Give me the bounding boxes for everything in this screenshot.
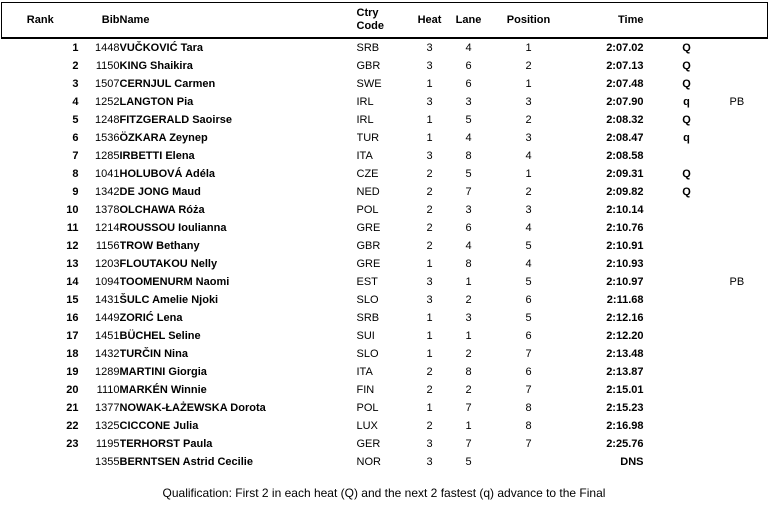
note-cell bbox=[730, 417, 768, 435]
table-row bbox=[2, 399, 768, 417]
time-cell: DNS bbox=[620, 456, 644, 468]
time-cell: 2:10.14 bbox=[606, 204, 644, 216]
position-cell: 4 bbox=[525, 150, 532, 162]
athlete-name-cell: LANGTON Pia bbox=[119, 96, 194, 108]
table-row bbox=[2, 93, 768, 111]
table-row bbox=[2, 435, 768, 453]
table-row bbox=[2, 38, 768, 57]
time-cell: 2:10.76 bbox=[606, 222, 644, 234]
bib-cell: 1431 bbox=[95, 294, 120, 306]
note-cell bbox=[730, 219, 768, 237]
lane-cell: 8 bbox=[465, 258, 472, 270]
rank-cell: 11 bbox=[66, 222, 79, 234]
bib-cell: 1156 bbox=[95, 240, 120, 252]
time-cell: 2:10.93 bbox=[606, 258, 644, 270]
athlete-name-cell: TROW Bethany bbox=[119, 240, 200, 252]
heat-cell: 3 bbox=[426, 96, 433, 108]
table-row bbox=[2, 57, 768, 75]
athlete-name-cell: DE JONG Maud bbox=[119, 186, 201, 198]
time-cell: 2:11.68 bbox=[606, 294, 644, 306]
header-country-code-line1: Ctry bbox=[356, 7, 379, 19]
lane-cell: 6 bbox=[465, 78, 472, 90]
note-cell bbox=[730, 38, 768, 57]
position-cell: 6 bbox=[525, 366, 532, 378]
bib-cell: 1451 bbox=[95, 330, 120, 342]
heat-cell: 3 bbox=[426, 276, 433, 288]
table-row bbox=[2, 237, 768, 255]
athlete-name-cell: FLOUTAKOU Nelly bbox=[119, 258, 218, 270]
athlete-name-cell: BERNTSEN Astrid Cecilie bbox=[119, 456, 253, 468]
header-bib: Bib bbox=[79, 3, 120, 39]
position-cell: 7 bbox=[525, 348, 532, 360]
position-cell: 8 bbox=[525, 402, 532, 414]
lane-cell: 6 bbox=[465, 222, 472, 234]
athlete-name-cell: HOLUBOVÁ Adéla bbox=[119, 168, 216, 180]
heat-cell: 1 bbox=[426, 402, 433, 414]
time-cell: 2:15.01 bbox=[606, 384, 644, 396]
table-row bbox=[2, 291, 768, 309]
bib-cell: 1448 bbox=[95, 42, 120, 54]
table-row bbox=[2, 453, 768, 471]
lane-cell: 8 bbox=[465, 150, 472, 162]
country-code-cell: SRB bbox=[356, 42, 380, 54]
header-country-code bbox=[357, 3, 412, 39]
table-row bbox=[2, 363, 768, 381]
position-cell: 3 bbox=[525, 96, 532, 108]
athlete-name-cell: VUČKOVIĆ Tara bbox=[119, 42, 204, 54]
lane-cell: 1 bbox=[465, 420, 472, 432]
time-cell: 2:12.16 bbox=[606, 312, 644, 324]
position-cell: 5 bbox=[525, 276, 532, 288]
lane-cell: 3 bbox=[465, 96, 472, 108]
position-cell: 1 bbox=[525, 78, 532, 90]
rank-cell: 23 bbox=[66, 438, 79, 450]
time-cell: 2:13.87 bbox=[606, 366, 644, 378]
heat-cell: 3 bbox=[426, 42, 433, 54]
time-cell: 2:07.13 bbox=[606, 60, 644, 72]
heat-cell: 1 bbox=[426, 330, 433, 342]
athlete-name-cell: TURČIN Nina bbox=[119, 348, 188, 360]
header-lane: Lane bbox=[448, 3, 490, 39]
position-cell: 1 bbox=[525, 42, 532, 54]
heat-cell: 2 bbox=[426, 384, 433, 396]
position-cell: 1 bbox=[525, 168, 532, 180]
country-code-cell: GBR bbox=[356, 240, 381, 252]
rank-cell: 9 bbox=[72, 186, 79, 198]
position-cell: 2 bbox=[525, 114, 532, 126]
bib-cell: 1449 bbox=[95, 312, 120, 324]
lane-cell: 7 bbox=[465, 438, 472, 450]
note-cell bbox=[730, 147, 768, 165]
header-row bbox=[2, 3, 768, 39]
note-cell bbox=[730, 183, 768, 201]
position-cell: 3 bbox=[525, 132, 532, 144]
heat-cell: 1 bbox=[426, 114, 433, 126]
bib-cell: 1285 bbox=[95, 150, 120, 162]
rank-cell: 15 bbox=[66, 294, 79, 306]
lane-cell: 5 bbox=[465, 168, 472, 180]
country-code-cell: ITA bbox=[356, 150, 373, 162]
bib-cell: 1195 bbox=[95, 438, 120, 450]
lane-cell: 4 bbox=[465, 132, 472, 144]
header-rank: Rank bbox=[2, 3, 79, 39]
note-cell bbox=[730, 255, 768, 273]
rank-cell: 8 bbox=[72, 168, 79, 180]
qualification-cell bbox=[644, 291, 730, 309]
note-cell: PB bbox=[729, 96, 745, 108]
table-row bbox=[2, 273, 768, 291]
header-country-code-line2: Code bbox=[356, 20, 384, 32]
position-cell: 8 bbox=[525, 420, 532, 432]
country-code-cell: CZE bbox=[356, 168, 379, 180]
rank-cell: 4 bbox=[72, 96, 79, 108]
heat-cell: 2 bbox=[426, 222, 433, 234]
country-code-cell: IRL bbox=[356, 114, 374, 126]
position-cell: 3 bbox=[525, 204, 532, 216]
athlete-name-cell: TOOMENURM Naomi bbox=[119, 276, 230, 288]
note-cell bbox=[730, 291, 768, 309]
note-cell bbox=[730, 237, 768, 255]
rank-cell: 7 bbox=[72, 150, 79, 162]
qualification-cell: Q bbox=[682, 78, 691, 90]
rank-cell: 17 bbox=[66, 330, 79, 342]
position-cell: 2 bbox=[525, 186, 532, 198]
time-cell: 2:13.48 bbox=[606, 348, 644, 360]
table-row bbox=[2, 165, 768, 183]
header-position: Position bbox=[490, 3, 568, 39]
country-code-cell: SRB bbox=[356, 312, 380, 324]
qualification-cell bbox=[644, 219, 730, 237]
lane-cell: 5 bbox=[465, 456, 472, 468]
bib-cell: 1377 bbox=[95, 402, 120, 414]
heat-cell: 1 bbox=[426, 132, 433, 144]
time-cell: 2:12.20 bbox=[606, 330, 644, 342]
athlete-name-cell: CERNJUL Carmen bbox=[119, 78, 216, 90]
country-code-cell: NED bbox=[356, 186, 380, 198]
results-table-header bbox=[2, 3, 768, 39]
note-cell bbox=[730, 111, 768, 129]
bib-cell: 1342 bbox=[95, 186, 120, 198]
position-cell: 7 bbox=[525, 438, 532, 450]
bib-cell: 1325 bbox=[95, 420, 120, 432]
bib-cell: 1110 bbox=[96, 384, 120, 396]
athlete-name-cell: OLCHAWA Róża bbox=[119, 204, 205, 216]
qualification-cell bbox=[644, 273, 730, 291]
rank-cell: 10 bbox=[66, 204, 79, 216]
time-cell: 2:16.98 bbox=[606, 420, 644, 432]
note-cell bbox=[730, 435, 768, 453]
qualification-cell bbox=[644, 309, 730, 327]
heat-cell: 1 bbox=[426, 258, 433, 270]
table-row bbox=[2, 147, 768, 165]
note-cell bbox=[730, 309, 768, 327]
rank-cell: 2 bbox=[72, 60, 79, 72]
note-cell bbox=[730, 399, 768, 417]
lane-cell: 5 bbox=[465, 114, 472, 126]
heat-cell: 3 bbox=[426, 60, 433, 72]
rank-cell: 20 bbox=[66, 384, 79, 396]
table-row bbox=[2, 75, 768, 93]
country-code-cell: GRE bbox=[356, 258, 381, 270]
table-row bbox=[2, 183, 768, 201]
qualification-cell: Q bbox=[682, 186, 691, 198]
heat-cell: 2 bbox=[426, 366, 433, 378]
header-name: Name bbox=[120, 3, 357, 39]
note-cell bbox=[730, 75, 768, 93]
lane-cell: 7 bbox=[465, 402, 472, 414]
results-table-body bbox=[2, 38, 768, 471]
bib-cell: 1432 bbox=[95, 348, 120, 360]
lane-cell: 3 bbox=[465, 204, 472, 216]
heat-cell: 3 bbox=[426, 438, 433, 450]
position-cell: 2 bbox=[525, 60, 532, 72]
time-cell: 2:09.82 bbox=[606, 186, 644, 198]
header-qualification bbox=[644, 3, 730, 39]
heat-cell: 1 bbox=[426, 78, 433, 90]
rank-cell: 1 bbox=[72, 42, 79, 54]
time-cell: 2:08.47 bbox=[606, 132, 644, 144]
note-cell: PB bbox=[729, 276, 745, 288]
qualification-cell: q bbox=[683, 96, 690, 108]
rank-cell: 21 bbox=[66, 402, 79, 414]
time-cell: 2:08.58 bbox=[606, 150, 644, 162]
note-cell bbox=[730, 201, 768, 219]
athlete-name-cell: MARKÉN Winnie bbox=[119, 384, 207, 396]
note-cell bbox=[730, 129, 768, 147]
country-code-cell: POL bbox=[356, 204, 379, 216]
bib-cell: 1150 bbox=[95, 60, 120, 72]
heat-cell: 1 bbox=[426, 348, 433, 360]
country-code-cell: FIN bbox=[356, 384, 375, 396]
rank-cell bbox=[2, 453, 79, 471]
country-code-cell: NOR bbox=[356, 456, 381, 468]
athlete-name-cell: TERHORST Paula bbox=[119, 438, 213, 450]
position-cell: 5 bbox=[525, 312, 532, 324]
lane-cell: 2 bbox=[465, 294, 472, 306]
country-code-cell: SWE bbox=[356, 78, 382, 90]
time-cell: 2:15.23 bbox=[606, 402, 644, 414]
bib-cell: 1094 bbox=[95, 276, 120, 288]
lane-cell: 1 bbox=[465, 330, 472, 342]
table-row bbox=[2, 111, 768, 129]
qualification-cell bbox=[644, 201, 730, 219]
header-heat: Heat bbox=[412, 3, 448, 39]
heat-cell: 2 bbox=[426, 240, 433, 252]
table-row bbox=[2, 345, 768, 363]
heat-cell: 3 bbox=[426, 150, 433, 162]
bib-cell: 1378 bbox=[95, 204, 120, 216]
position-cell: 4 bbox=[525, 258, 532, 270]
qualification-cell: Q bbox=[682, 168, 691, 180]
time-cell: 2:25.76 bbox=[606, 438, 644, 450]
note-cell bbox=[730, 453, 768, 471]
bib-cell: 1214 bbox=[95, 222, 120, 234]
table-row bbox=[2, 201, 768, 219]
athlete-name-cell: ZORIĆ Lena bbox=[119, 312, 183, 324]
qualification-note: Qualification: First 2 in each heat (Q) and the next 2 fastest (q) advance to the Final bbox=[162, 486, 606, 500]
lane-cell: 8 bbox=[465, 366, 472, 378]
athlete-name-cell: KING Shaikira bbox=[119, 60, 193, 72]
lane-cell: 4 bbox=[465, 42, 472, 54]
qualification-cell bbox=[644, 381, 730, 399]
note-cell bbox=[730, 327, 768, 345]
qualification-cell: q bbox=[683, 132, 690, 144]
qualification-cell bbox=[644, 327, 730, 345]
country-code-cell: ITA bbox=[356, 366, 373, 378]
heat-cell: 1 bbox=[426, 312, 433, 324]
heat-cell: 3 bbox=[426, 456, 433, 468]
athlete-name-cell: ŠULC Amelie Njoki bbox=[119, 294, 219, 306]
heat-cell: 2 bbox=[426, 186, 433, 198]
table-row bbox=[2, 417, 768, 435]
bib-cell: 1507 bbox=[95, 78, 120, 90]
country-code-cell: SLO bbox=[356, 294, 379, 306]
time-cell: 2:08.32 bbox=[606, 114, 644, 126]
country-code-cell: GBR bbox=[356, 60, 381, 72]
note-cell bbox=[730, 345, 768, 363]
rank-cell: 22 bbox=[66, 420, 79, 432]
country-code-cell: SLO bbox=[356, 348, 379, 360]
qualification-cell bbox=[644, 237, 730, 255]
athlete-name-cell: NOWAK-ŁAŻEWSKA Dorota bbox=[119, 402, 266, 414]
results-table bbox=[1, 2, 768, 471]
athlete-name-cell: ROUSSOU Ioulianna bbox=[119, 222, 227, 234]
country-code-cell: EST bbox=[356, 276, 378, 288]
position-cell bbox=[490, 453, 568, 471]
lane-cell: 3 bbox=[465, 312, 472, 324]
athlete-name-cell: FITZGERALD Saoirse bbox=[119, 114, 232, 126]
header-time: Time bbox=[568, 3, 644, 39]
bib-cell: 1289 bbox=[95, 366, 120, 378]
table-row bbox=[2, 255, 768, 273]
position-cell: 7 bbox=[525, 384, 532, 396]
qualification-cell bbox=[644, 435, 730, 453]
qualification-cell bbox=[644, 255, 730, 273]
rank-cell: 18 bbox=[66, 348, 79, 360]
heat-cell: 2 bbox=[426, 204, 433, 216]
time-cell: 2:07.48 bbox=[606, 78, 644, 90]
table-row bbox=[2, 129, 768, 147]
qualification-cell bbox=[644, 417, 730, 435]
lane-cell: 4 bbox=[465, 240, 472, 252]
rank-cell: 19 bbox=[66, 366, 79, 378]
country-code-cell: IRL bbox=[356, 96, 374, 108]
lane-cell: 6 bbox=[465, 60, 472, 72]
position-cell: 4 bbox=[525, 222, 532, 234]
bib-cell: 1248 bbox=[95, 114, 120, 126]
bib-cell: 1252 bbox=[95, 96, 120, 108]
rank-cell: 6 bbox=[72, 132, 79, 144]
header-note bbox=[730, 3, 768, 39]
athlete-name-cell: CICCONE Julia bbox=[119, 420, 199, 432]
note-cell bbox=[730, 381, 768, 399]
country-code-cell: TUR bbox=[356, 132, 380, 144]
qualification-cell bbox=[644, 363, 730, 381]
athlete-name-cell: MARTINI Giorgia bbox=[119, 366, 207, 378]
country-code-cell: POL bbox=[356, 402, 379, 414]
rank-cell: 5 bbox=[72, 114, 79, 126]
position-cell: 5 bbox=[525, 240, 532, 252]
table-row bbox=[2, 327, 768, 345]
qualification-cell bbox=[644, 453, 730, 471]
note-cell bbox=[730, 165, 768, 183]
qualification-cell bbox=[644, 345, 730, 363]
heat-cell: 2 bbox=[426, 420, 433, 432]
athlete-name-cell: ÖZKARA Zeynep bbox=[119, 132, 208, 144]
country-code-cell: SUI bbox=[356, 330, 375, 342]
bib-cell: 1355 bbox=[95, 456, 120, 468]
time-cell: 2:07.02 bbox=[606, 42, 644, 54]
time-cell: 2:09.31 bbox=[606, 168, 644, 180]
qualification-cell bbox=[644, 399, 730, 417]
lane-cell: 2 bbox=[465, 348, 472, 360]
lane-cell: 7 bbox=[465, 186, 472, 198]
athlete-name-cell: BÜCHEL Seline bbox=[119, 330, 201, 342]
note-cell bbox=[730, 57, 768, 75]
table-row bbox=[2, 309, 768, 327]
table-row bbox=[2, 381, 768, 399]
rank-cell: 3 bbox=[72, 78, 79, 90]
bib-cell: 1536 bbox=[95, 132, 120, 144]
country-code-cell: GRE bbox=[356, 222, 381, 234]
rank-cell: 12 bbox=[66, 240, 79, 252]
position-cell: 6 bbox=[525, 330, 532, 342]
country-code-cell: GER bbox=[356, 438, 381, 450]
position-cell: 6 bbox=[525, 294, 532, 306]
qualification-cell: Q bbox=[682, 60, 691, 72]
country-code-cell: LUX bbox=[356, 420, 378, 432]
lane-cell: 1 bbox=[465, 276, 472, 288]
rank-cell: 13 bbox=[66, 258, 79, 270]
lane-cell: 2 bbox=[465, 384, 472, 396]
rank-cell: 14 bbox=[66, 276, 79, 288]
athlete-name-cell: IRBETTI Elena bbox=[119, 150, 195, 162]
rank-cell: 16 bbox=[66, 312, 79, 324]
bib-cell: 1041 bbox=[95, 168, 120, 180]
qualification-cell bbox=[644, 147, 730, 165]
bib-cell: 1203 bbox=[95, 258, 120, 270]
qualification-cell: Q bbox=[682, 114, 691, 126]
time-cell: 2:07.90 bbox=[606, 96, 644, 108]
qualification-cell: Q bbox=[682, 42, 691, 54]
table-row bbox=[2, 219, 768, 237]
time-cell: 2:10.91 bbox=[606, 240, 644, 252]
heat-cell: 2 bbox=[426, 168, 433, 180]
note-cell bbox=[730, 363, 768, 381]
heat-cell: 3 bbox=[426, 294, 433, 306]
time-cell: 2:10.97 bbox=[606, 276, 644, 288]
